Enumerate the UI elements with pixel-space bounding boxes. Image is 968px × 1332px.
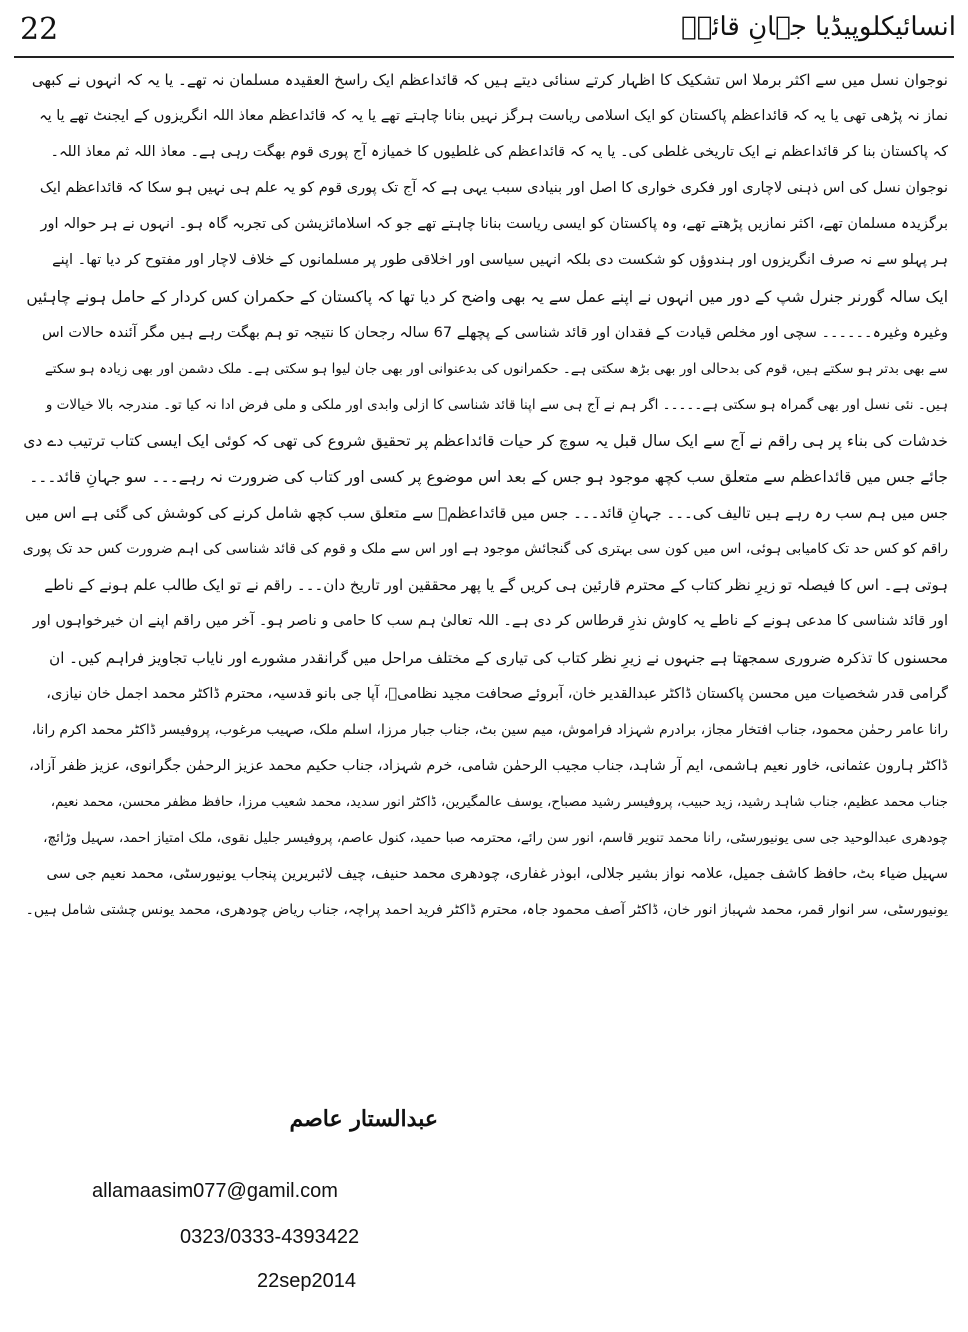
body-line: خدشات کی بناء پر ہی راقم نے آج سے ایک سال قبل یہ سوچ کر حیات قائداعظم پر تحقیق شروع کی تھی کہ کوئی ایک ایسی کتاب ترتیب دے دی	[23, 431, 948, 450]
body-line: جائے جس میں قائداعظم سے متعلق سب کچھ موجود ہو جس کے بعد اس موضوع پر کسی اور کتاب کی ضرورت نہ رہے۔۔۔ سو جہانِ قائد۔۔۔	[29, 468, 948, 487]
body-line: نوجوان نسل کی اس ذہنی لاچاری اور فکری خواری کا اصل اور بنیادی سبب یہی ہے کہ آج تک پوری قوم کو یہ علم ہی نہیں ہو سکا کہ قائداعظم ایک	[39, 180, 948, 197]
header-rule	[14, 56, 954, 58]
body-line: اور قائد شناسی کا مدعی ہونے کے ناطے یہ کاوش نذرِ قرطاس کر دی ہے۔ اللہ تعالیٰ ہم سب کا حامی و ناصر ہو۔ آخر میں راقم اپنے ان خیرخواہوں اور	[32, 613, 948, 630]
body-line: سے بھی بدتر ہو سکتے ہیں، قوم کی بدحالی اور بھی بڑھ سکتی ہے۔ حکمرانوں کی بدعنوانی اور بھی جان لیوا ہو سکتی ہے۔ ملک دشمن اور بھی زیادہ ہو سکتے	[44, 360, 948, 377]
body-line: وغیرہ وغیرہ۔۔۔۔۔۔ سچی اور مخلص قیادت کے فقدان اور قائد شناسی کے پچھلے 67 سالہ رجحان کا نتیجہ تو ہم بھگت رہے ہیں مگر آئندہ حالات اس	[41, 324, 948, 341]
body-line: گرامی قدر شخصیات میں محسن پاکستان ڈاکٹر عبدالقدیر خان، آبروئے صحافت مجید نظامیؒ، آپا جی بانو قدسیہ، محترم ڈاکٹر محمد اجمل خان نیازی،	[46, 685, 948, 702]
body-line: ہیں۔ نئی نسل اور بھی گمراہ ہو سکتی ہے۔۔۔۔۔ اگر ہم نے آج ہی سے اپنا قائد شناسی کا ازلی وابدی اور ملکی و ملی فرض ادا نہ کیا تو۔ مندرجہ بالا خیالات و	[45, 396, 948, 413]
page-header	[14, 10, 958, 54]
body-line: چودھری عبدالوحید جی سی یونیورسٹی، رانا محمد تنویر قاسم، انور سن رائے، محترمہ صبا حمید، کنول عاصم، پروفیسر جلیل نقوی، ملک امتیاز احمد، سہیل وڑائچ،	[43, 829, 948, 846]
body-line: ہوتی ہے۔ اس کا فیصلہ تو زیرِ نظر کتاب کے محترم قارئین ہی کریں گے یا پھر محققین اور تاریخ دان۔۔۔ راقم نے تو ایک طالب علم ہونے کے ناطے	[44, 576, 948, 595]
body-line: برگزیدہ مسلمان تھے، اکثر نمازیں پڑھتے تھے، وہ پاکستان کو ایسی ریاست بنانا چاہتے تھے جو کہ اسلامائزیشن کی تجربہ گاہ ہو۔ انہوں نے ہر حوالہ اور	[40, 216, 948, 233]
body-line: یونیورسٹی، سر انوار قمر، محمد شہباز انور خان، ڈاکٹر آصف محمود جاہ، محترم ڈاکٹر فرید احمد پراچہ، جناب ریاض چودھری، محمد یونس چشتی شامل ہیں۔	[25, 902, 948, 919]
body-line: ہر پہلو سے نہ صرف انگریزوں اور ہندوؤں کو شکست دی بلکہ انہیں سیاسی اور اخلاقی طور پر مسلمانوں کے خلاف لاچار اور مفتوح کر دیا تھا۔ اپنے	[52, 252, 948, 269]
body-line: نماز نہ پڑھی تھی یا یہ کہ قائداعظم پاکستان کو ایک اسلامی ریاست ہرگز نہیں بنانا چاہتے تھے یا یہ کہ قائداعظم معاذ اللہ انگریزوں کے ایجنٹ تھے یا یہ	[39, 108, 948, 125]
body-line: محسنوں کا تذکرہ ضروری سمجھتا ہے جنہوں نے زیرِ نظر کتاب کی تیاری کے مختلف مراحل میں گرانقدر مشورے اور نایاب تجاویز فراہم کیں۔ ان	[49, 648, 948, 667]
body-line: سہیل ضیاء بٹ، حافظ کاشف جمیل، علامہ نواز بشیر جلالی، ابوذر غفاری، چودھری محمد حنیف، چیف لائبریرین پنجاب یونیورسٹی، محمد نعیم جی سی	[46, 866, 948, 883]
book-title: انسائیکلوپیڈیا جہانِ قائدؒ	[681, 12, 956, 42]
body-line: ایک سالہ گورنر جنرل شپ کے دور میں انہوں نے اپنے عمل سے یہ بھی واضح کر دیا تھا کہ پاکستان کے حکمران کس کردار کے حامل ہونے چاہئیں	[26, 287, 948, 306]
body-line: نوجوان نسل میں سے اکثر برملا اس تشکیک کا اظہار کرتے سنائی دیتے ہیں کہ قائداعظم ایک راسخ العقیدہ مسلمان نہ تھے۔ یا یہ کہ انہوں نے کبھی	[31, 71, 948, 89]
author-date: 22sep2014	[257, 1270, 356, 1292]
body-line: ڈاکٹر ہارون عثمانی، خاور نعیم ہاشمی، ایم آر شاہد، جناب مجیب الرحمٰن شامی، خرم شہزاد، جناب حکیم محمد عزیز الرحمٰن جگرانوی، عزیز ظفر آزاد،	[29, 757, 948, 774]
body-line: راقم کو کس حد تک کامیابی ہوئی، اس میں کون سی بہتری کی گنجائش موجود ہے اور اس سے ملک و قوم کی قائد شناسی کی اہم ضرورت کس حد تک پوری	[22, 541, 948, 558]
body-line: جس میں ہم سب رہ رہے ہیں تالیف کی۔۔۔ جہانِ قائد۔۔۔ جس میں قائداعظمؒ سے متعلق سب کچھ شامل کرنے کی کوشش کی گئی ہے اس میں	[25, 504, 948, 523]
body-line: رانا عامر رحمٰن محمود، جناب افتخار مجاز، برادرم شہزاد فراموش، میم سین بٹ، جناب جبار مرزا، اسلم ملک، صہیب مرغوب، پروفیسر ڈاکٹر محمد اکرم رانا،	[31, 721, 948, 738]
body-line: کہ پاکستان بنا کر قائداعظم نے ایک تاریخی غلطی کی۔ یا یہ کہ قائداعظم کی غلطیوں کا خمیازہ آج پوری قوم بھگت رہی ہے۔ معاذ اللہ ثم معاذ اللہ۔	[50, 144, 948, 161]
author-name: عبدالستار عاصم	[289, 1106, 438, 1132]
body-line: جناب محمد عظیم، جناب شاہد رشید، زید حبیب، پروفیسر رشید مصباح، یوسف عالمگیرین، ڈاکٹر انور سدید، محمد شعیب مرزا، حافظ مظفر محسن، محمد نعیم،	[50, 793, 948, 810]
page-number: 22	[20, 12, 59, 47]
author-email: allamaasim077@gamil.com	[92, 1180, 338, 1202]
author-phone: 0323/0333-4393422	[180, 1226, 360, 1248]
body-text	[22, 62, 948, 928]
